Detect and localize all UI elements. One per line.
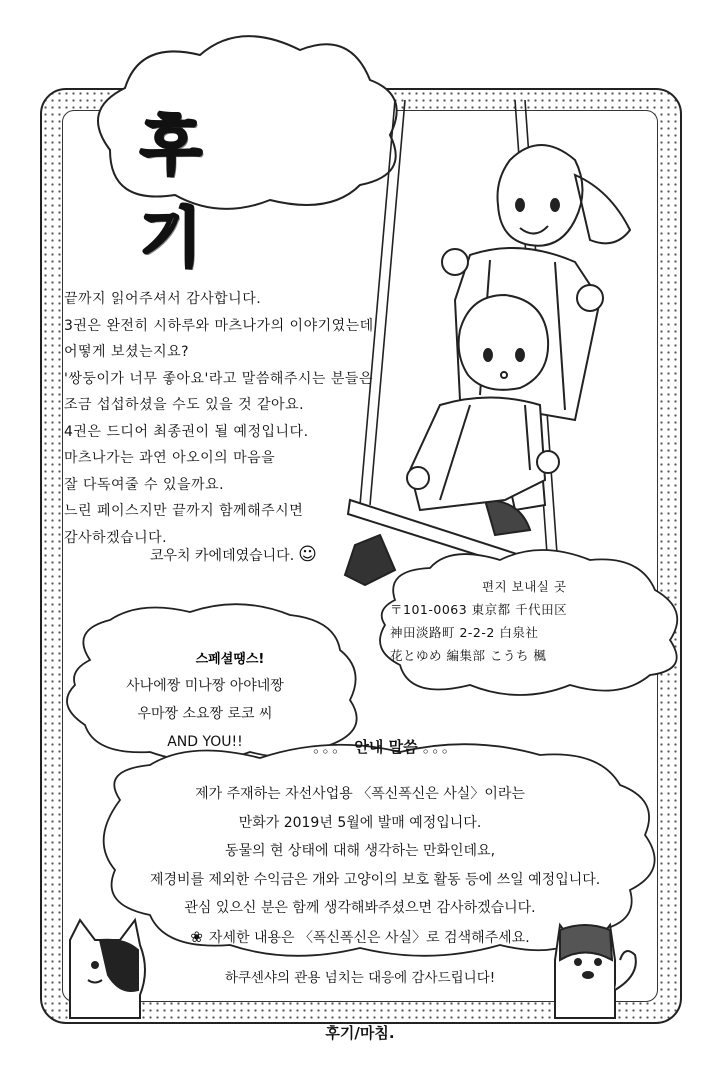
paw-icon: ❀ <box>190 927 203 946</box>
message-line: 어떻게 보셨는지요? <box>64 344 190 360</box>
page-title: 후 기 <box>140 109 248 276</box>
notice-closing: 하쿠센샤의 관용 넘치는 대응에 감사드립니다! <box>224 970 496 986</box>
address-heading: 편지 보내실 곳 <box>482 579 567 594</box>
author-signature <box>150 544 317 565</box>
notice-heading <box>286 736 486 757</box>
message-line: 4권은 드디어 최종권이 될 예정입니다. <box>64 423 309 440</box>
notice-title: 안내 말씀 <box>354 738 418 756</box>
mailing-address <box>390 575 680 667</box>
thanks-line: 우마짱 소요짱 로코 씨 <box>137 706 273 722</box>
thanks-line: 사나에짱 미나짱 아야네짱 <box>126 678 284 694</box>
message-line: '쌍둥이가 너무 좋아요'라고 말씀해주시는 분들은 <box>64 370 373 387</box>
message-line: 마츠나가는 과연 아오이의 마음을 <box>64 450 276 466</box>
thanks-line: AND YOU!! <box>167 734 243 750</box>
notice-line-search <box>150 923 570 953</box>
notice-line: 동물의 현 상태에 대해 생각하는 만화인데요, <box>224 843 496 859</box>
notice-body <box>150 780 601 952</box>
notice-line: 자세한 내용은 〈폭신폭신은 사실〉로 검색해주세요. <box>208 929 530 946</box>
cat-illustration <box>70 920 145 1018</box>
address-line: 神田淡路町 2-2-2 白泉社 <box>390 625 539 640</box>
message-line: 끝까지 읽어주셔서 감사합니다. <box>64 291 262 307</box>
address-line: 花とゆめ 編集部 こうち 楓 <box>390 648 547 663</box>
address-line: 〒101-0063 東京都 千代田区 <box>390 602 568 617</box>
special-thanks-title: 스페셜땡스! <box>195 652 265 667</box>
notice-dots-left: 。。。 <box>313 738 350 756</box>
page-footer: 후기/마침. <box>325 1024 395 1042</box>
afterword-message <box>64 286 384 551</box>
notice-line: 관심 있으신 분은 함께 생각해봐주셨으면 감사하겠습니다. <box>184 900 536 916</box>
message-line: 3권은 완전히 시하루와 마츠나가의 이야기였는데 <box>64 317 374 334</box>
message-line: 느린 페이스지만 끝까지 함께해주시면 <box>64 503 304 519</box>
notice-line: 만화가 2019년 5월에 발매 예정입니다. <box>238 814 482 831</box>
notice-line: 제가 주재하는 자선사업용 〈폭신폭신은 사실〉이라는 <box>195 786 525 802</box>
signature-text: 코우치 카에데였습니다. <box>150 548 295 564</box>
smiley-icon: ☺ <box>298 544 317 565</box>
message-line: 조금 섭섭하셨을 수도 있을 것 같아요. <box>64 397 305 413</box>
message-line: 감사하겠습니다. <box>64 529 168 546</box>
message-line: 잘 다독여줄 수 있을까요. <box>64 476 225 493</box>
notice-dots-right: 。。。 <box>422 738 459 756</box>
notice-line: 제경비를 제외한 수익금은 개와 고양이의 보호 활동 등에 쓰일 예정입니다. <box>150 871 601 888</box>
